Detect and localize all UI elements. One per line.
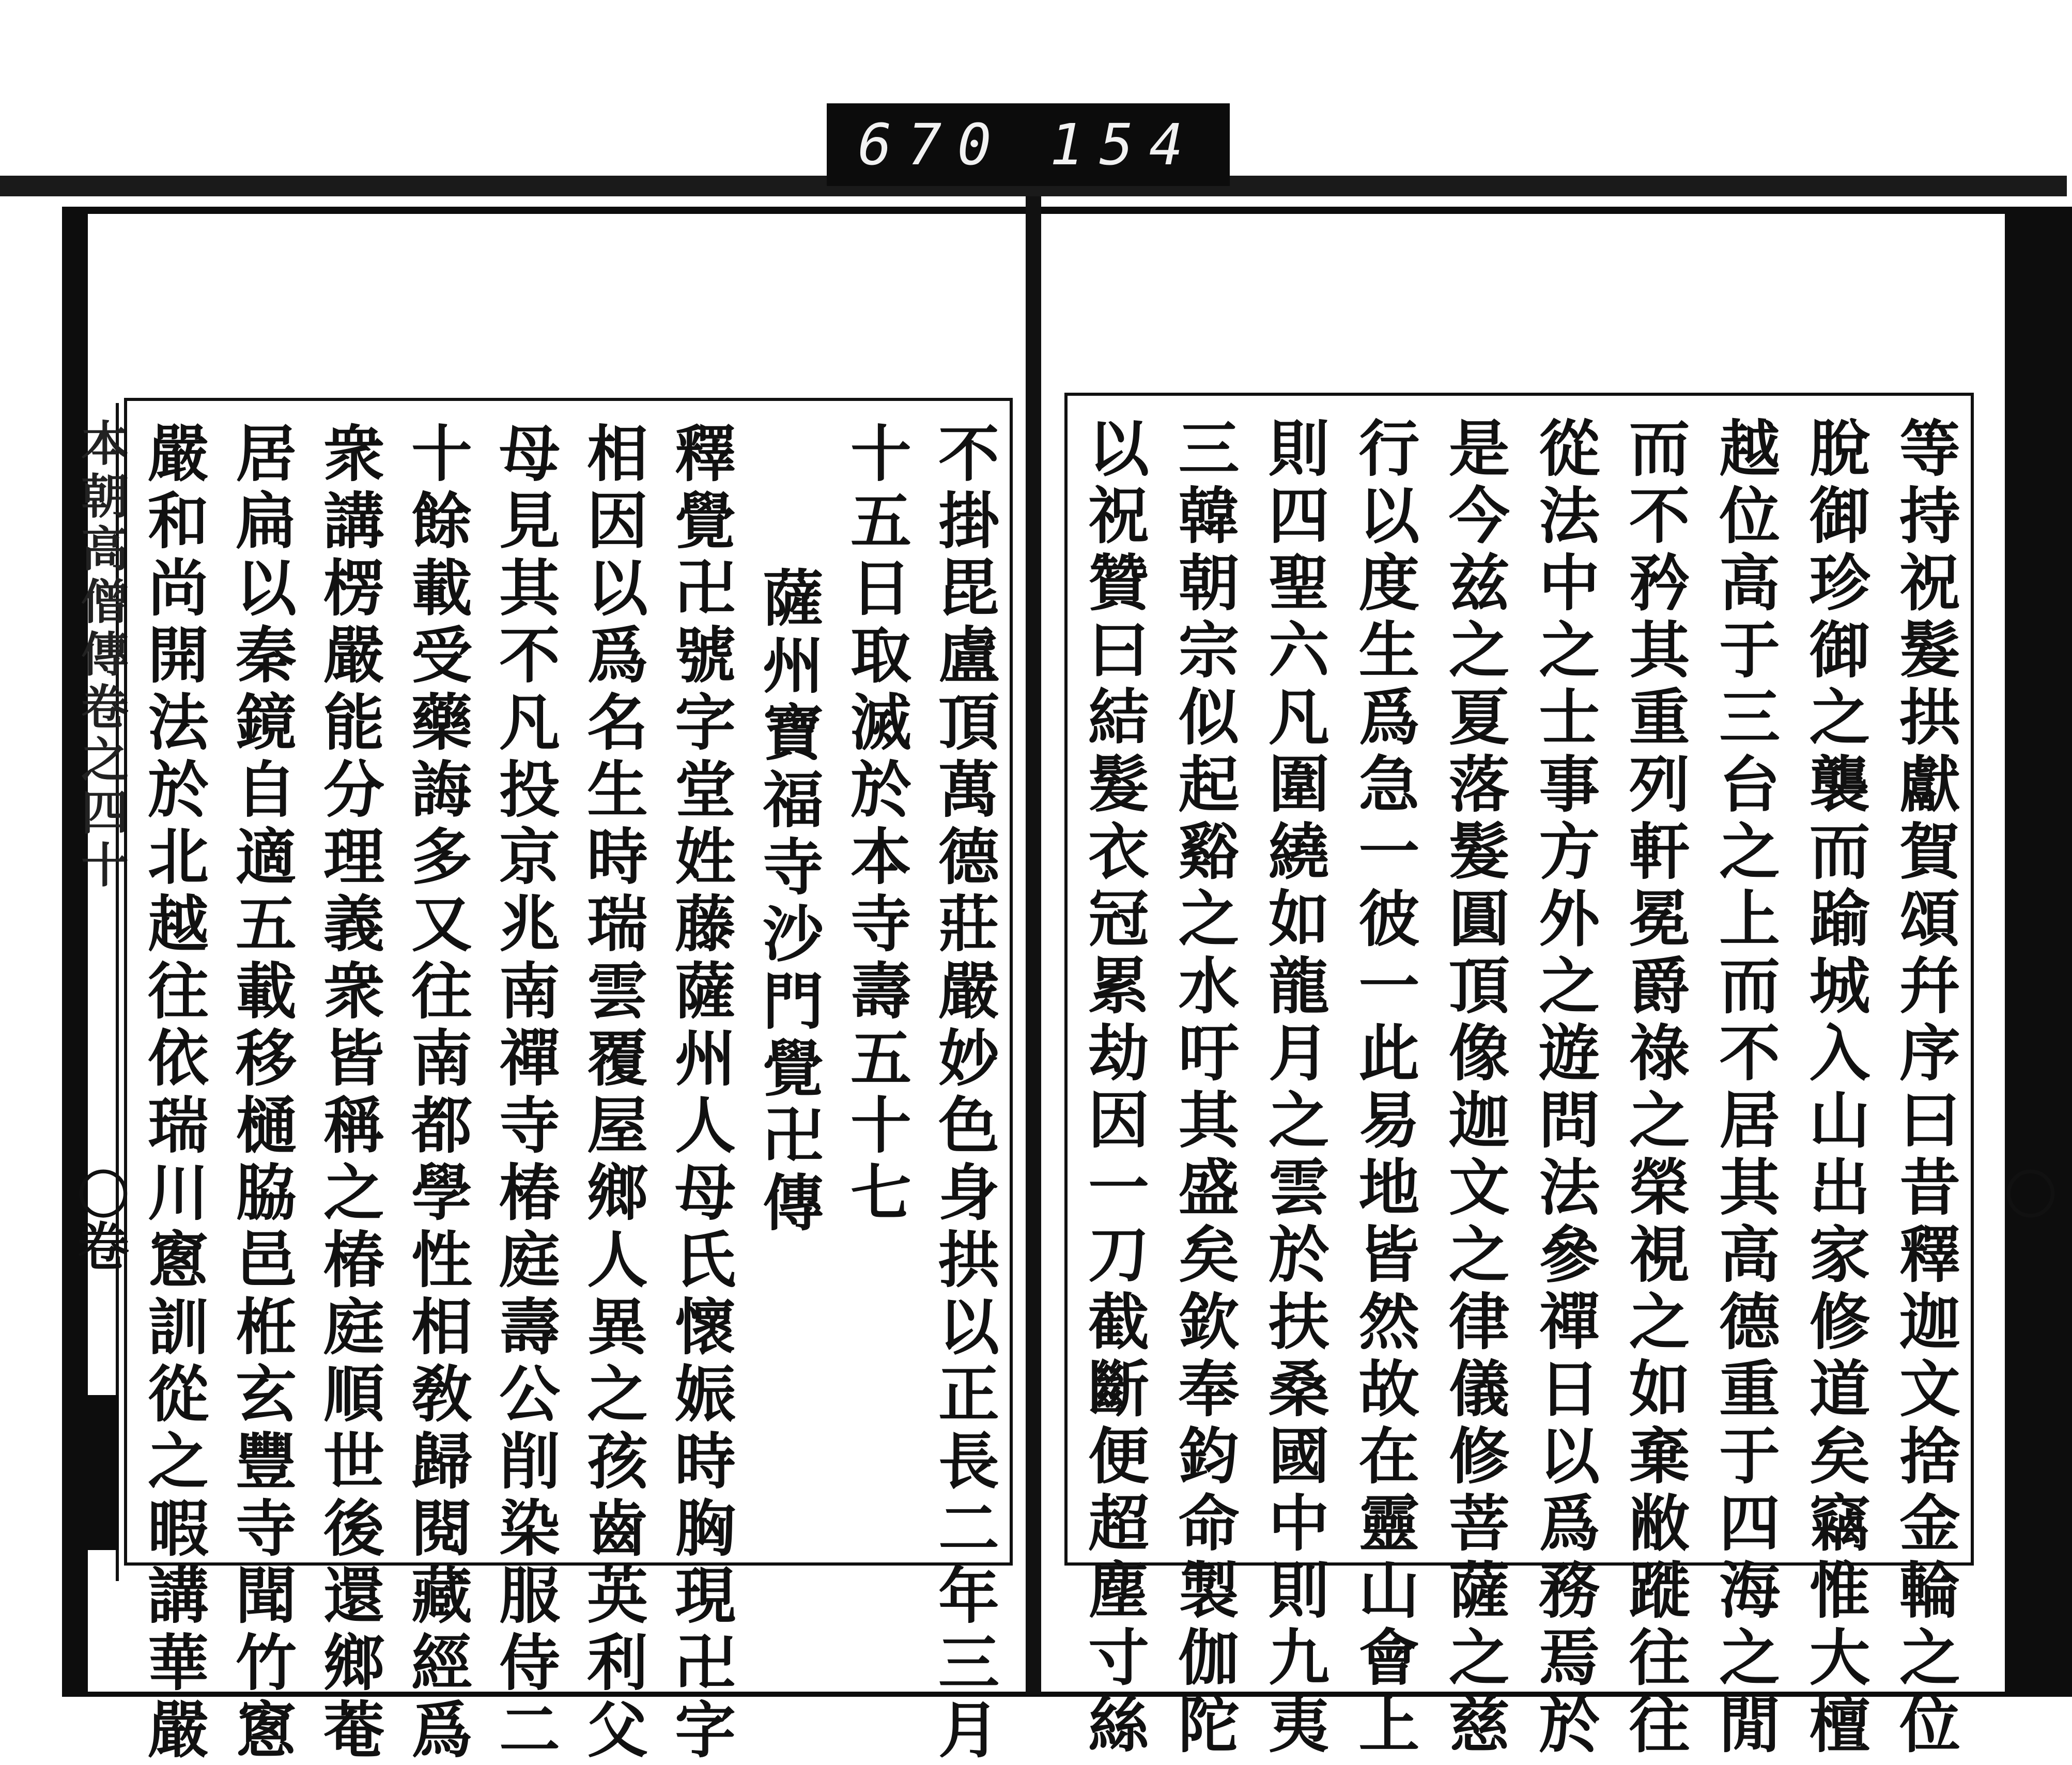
right-column-7: 行以度生爲急一彼一此易地皆然故在靈山會上 [1348,416,1420,1760]
right-column-2: 脫御珍御之襲而踰城入山出家修道矣竊惟大檀 [1799,416,1871,1760]
left-column-1: 不掛毘盧頂萬德莊嚴妙色身拱以正長二年三月 [928,422,1000,1765]
right-column-9: 三韓朝宗似起谿之水吁其盛矣欽奉鈞命製伽陀 [1168,416,1240,1760]
left-column-10: 嚴和尚開法於北越往依瑞川窻訓從之暇講華嚴 [137,422,209,1765]
right-column-8: 則四聖六凡圍繞如龍月之雲於扶桑國中則九夷 [1258,416,1330,1760]
left-column-4: 釋覺卍號字堂姓藤薩州人母氏懷娠時胸現卍字 [664,422,736,1765]
microfilm-frame-label [827,103,1230,186]
left-column-6: 母見其不凡投京兆南禪寺椿庭壽公削染服侍二 [489,422,561,1765]
left-column-5: 相因以爲名生時瑞雲覆屋鄉人異之孩齒英利父 [577,422,648,1765]
frame-number-right: 154 [1049,112,1199,178]
right-text-block [1064,393,1974,1760]
left-column-heading: 薩州寶福寺沙門覺卍傳 [752,566,824,1238]
right-column-4: 而不矜其重列軒冕爵祿之榮視之如棄敝蹝往往 [1618,416,1691,1760]
right-column-6: 是今兹之夏落髮圓頂像迦文之律儀修菩薩之慈 [1438,416,1510,1760]
frame-number-left: 670 [858,112,1007,178]
left-folio: 〇卷 [69,1168,130,1271]
left-column-7: 十餘載受藥誨多又往南都學性相敎歸閱藏經爲 [401,422,473,1765]
right-column-1: 等持祝髮拱獻賀頌幷序曰昔釋迦文捨金輪之位 [1889,416,1961,1760]
right-column-5: 從法中之士事方外之遊問法參禪日以爲務焉於 [1528,416,1601,1760]
book-gutter [1026,196,1041,1695]
right-column-10: 以祝贊曰結髮衣冠累劫因一刀截斷便超塵寸絲 [1078,416,1150,1760]
left-text-block [124,398,1013,1765]
right-folio: 〇 [1996,1168,2057,1219]
left-column-8: 衆講楞嚴能分理義衆皆稱之椿庭順世後還鄉菴 [313,422,385,1765]
left-column-9: 居扁以秦鏡自適五載移樋脇邑栣玄豐寺聞竹窻 [225,422,297,1765]
right-column-3: 越位高于三台之上而不居其高德重于四海之閒 [1709,416,1781,1760]
running-title: 本朝高僧傳卷之四十 [73,419,129,893]
ink-smudge [88,1395,119,1550]
left-column-2: 十五日取滅於本寺壽五十七 [840,422,912,1228]
